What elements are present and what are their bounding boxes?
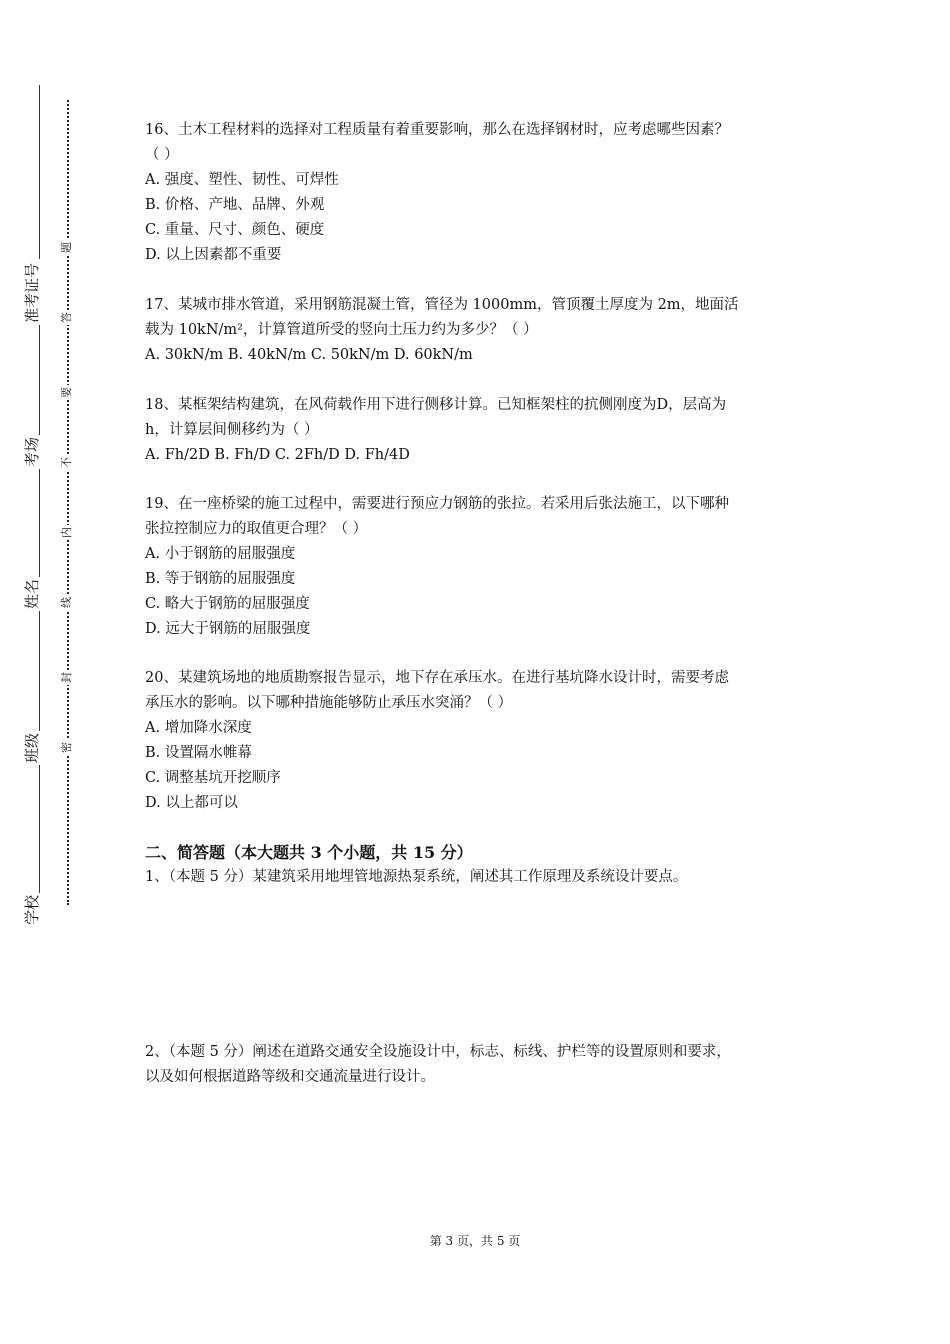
student-info-margin [24,85,40,925]
section-2 [145,840,815,890]
dotted-line [67,100,69,905]
question-17 [145,293,815,368]
seal-char: 不 [60,457,73,468]
name-field-line [39,469,40,577]
option: A. 增加降水深度 [145,720,252,736]
question-text: （ ） [145,147,179,163]
seal-char: 密 [60,742,73,753]
option: D. 以上因素都不重要 [145,247,282,263]
option: A. 30kN/m B. 40kN/m C. 50kN/m D. 60kN/m [145,347,473,363]
question-text: 20、某建筑场地的地质勘察报告显示，地下存在承压水。在进行基坑降水设计时，需要考虑 [145,670,729,686]
question-16 [145,118,815,268]
question-text: 19、在一座桥梁的施工过程中，需要进行预应力钢筋的张拉。若采用后张法施工，以下哪种 [145,496,729,512]
option: B. 等于钢筋的屈服强度 [145,571,296,587]
option: A. 小于钢筋的屈服强度 [145,546,296,562]
question-text: 18、某框架结构建筑，在风荷载作用下进行侧移计算。已知框架柱的抗侧刚度为D，层高为 [145,397,727,413]
ticket-label: 准考证号 [23,262,41,323]
option: A. Fh/2D B. Fh/D C. 2Fh/D D. Fh/4D [145,447,410,463]
page-footer: 第 3 页，共 5 页 [429,1234,521,1248]
question-text: 以及如何根据道路等级和交通流量进行设计。 [145,1069,435,1085]
class-field-line [39,611,40,731]
question-19 [145,492,815,642]
question-20 [145,666,815,816]
seal-char: 线 [60,597,73,608]
question-text: 16、土木工程材料的选择对工程质量有着重要影响，那么在选择钢材时，应考虑哪些因素？ [145,122,729,138]
option: B. 设置隔水帷幕 [145,745,252,761]
option: A. 强度、塑性、韧性、可焊性 [145,172,339,188]
ticket-field-line [39,85,40,259]
short-answer-question-2 [145,1040,815,1090]
option: D. 远大于钢筋的屈服强度 [145,621,311,637]
option: B. 价格、产地、品牌、外观 [145,197,325,213]
room-label: 考场 [23,436,41,467]
school-label: 学校 [23,894,41,925]
class-label: 班级 [23,732,41,763]
question-text: 承压水的影响。以下哪种措施能够防止承压水突涌？（ ） [145,695,513,711]
name-label: 姓名 [23,578,41,609]
seal-char: 内 [60,527,73,538]
question-text: 2、（本题 5 分）阐述在道路交通安全设施设计中，标志、标线、护栏等的设置原则和要求， [145,1044,731,1060]
question-text: 载为 10kN/m²，计算管道所受的竖向土压力约为多少？（ ） [145,322,538,338]
seal-char: 答 [60,312,73,323]
seal-char: 题 [60,242,73,253]
option: C. 略大于钢筋的屈服强度 [145,596,310,612]
option: C. 调整基坑开挖顺序 [145,770,281,786]
short-answer-question-1: 1、（本题 5 分）某建筑采用地埋管地源热泵系统，阐述其工作原理及系统设计要点。 [145,869,688,885]
seal-char: 要 [60,387,73,398]
seal-line [60,100,74,905]
seal-char: 封 [60,672,73,683]
option: C. 重量、尺寸、颜色、硬度 [145,222,325,238]
section-heading: 二、简答题（本大题共 3 个小题，共 15 分） [145,843,473,862]
question-18 [145,393,815,468]
question-text: h，计算层间侧移约为（ ） [145,422,319,438]
room-field-line [39,325,40,435]
question-text: 17、某城市排水管道，采用钢筋混凝土管，管径为 1000mm，管顶覆土厚度为 2m，地面活 [145,297,739,313]
question-text: 张拉控制应力的取值更合理？（ ） [145,521,368,537]
school-field-line [39,765,40,893]
option: D. 以上都可以 [145,795,238,811]
